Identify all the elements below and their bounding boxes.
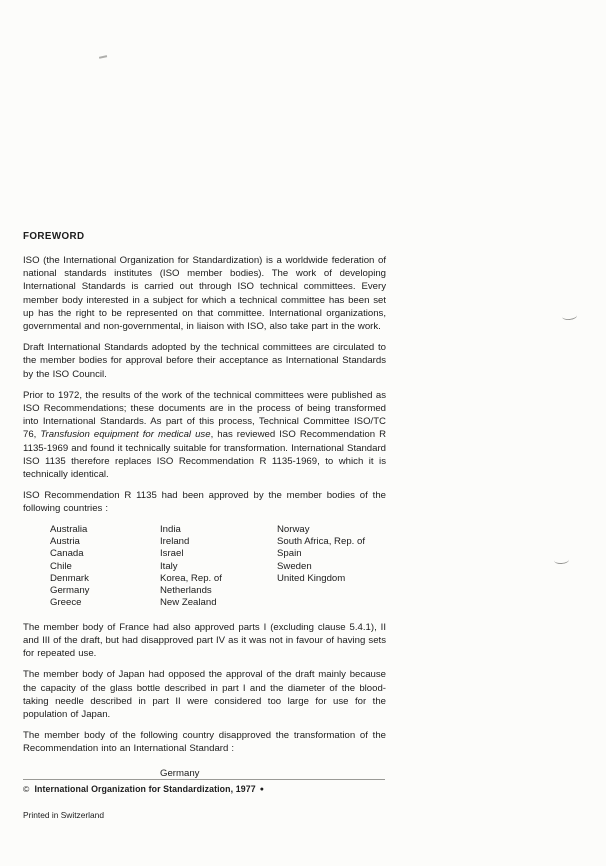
foreword-paragraph-1: ISO (the International Organization for Standardization) is a worldwide federation of national standards institutes (ISO member bodies). The work of developing International Standards is carried out through ISO technical committees. Every member body interested in a subject for which a technical committee has been set up has the right to be represented on that committee. International organizations, governmental and non-governmental, in liaison with ISO, also take part in the work. [23, 255, 386, 333]
country-item: Greece [50, 597, 82, 609]
country-item: Australia [50, 523, 88, 535]
country-item: Norway [277, 523, 310, 535]
country-item: Canada [50, 548, 84, 560]
country-item: Chile [50, 560, 72, 572]
country-item: Italy [160, 560, 178, 572]
country-item: Netherlands [160, 585, 212, 597]
copyright-text: International Organization for Standardization, 1977 [34, 784, 256, 794]
country-item: New Zealand [160, 597, 217, 609]
foreword-paragraph-3 [23, 389, 386, 481]
disapproving-country: Germany [160, 767, 200, 779]
country-item: Ireland [160, 535, 190, 547]
paragraph-3-text-after: , has reviewed ISO Recommendation R 1135-1969 and found it technically suitable for transformation. International Standard ISO 1135 therefore replaces ISO Recommendation R 1135-1969, to which it is technically identical. [23, 429, 387, 481]
foreword-paragraph-2: Draft International Standards adopted by the technical committees are circulated to the member bodies for approval before their acceptance as International Standards by the ISO Council. [23, 342, 386, 380]
scan-speck [99, 55, 107, 58]
country-column-3 [277, 524, 365, 610]
country-item: Denmark [50, 572, 89, 584]
country-item: Korea, Rep. of [160, 572, 222, 584]
country-column-1 [50, 524, 160, 610]
country-item: India [160, 523, 181, 535]
approving-countries-list [50, 524, 386, 610]
foreword-heading: FOREWORD [23, 231, 85, 242]
copyright-icon: © [23, 784, 30, 794]
foreword-content [23, 231, 386, 779]
foreword-paragraph-5: The member body of France had also approved parts I (excluding clause 5.4.1), II and III of the draft, but had disapproved part IV as it was not in favour of having sets for repeated use. [23, 621, 386, 660]
country-item: Spain [277, 548, 302, 560]
foreword-paragraph-4: ISO Recommendation R 1135 had been approved by the member bodies of the following countries : [23, 490, 386, 515]
scan-mark [554, 555, 570, 564]
paragraph-3-text-before: Prior to 1972, the results of the work of the technical committees were published as ISO Recommendations; these documents are in the process of being transformed into International Standards. As part of this process, Technical Committee ISO/TC 76, [23, 389, 386, 441]
scan-mark [562, 311, 578, 321]
printed-in-line: Printed in Switzerland [23, 810, 104, 820]
copyright-end-dot-icon: ● [259, 786, 265, 793]
country-item: Israel [160, 548, 184, 560]
paragraph-3-italic-title: Transfusion equipment for medical use [40, 429, 211, 441]
country-item: Sweden [277, 560, 312, 572]
foreword-paragraph-6: The member body of Japan had opposed the approval of the draft mainly because the capacity of the glass bottle described in part I and the diameter of the blood-taking needle described in part II were considered too large for use for the population of Japan. [23, 669, 386, 720]
copyright-line [23, 784, 264, 794]
country-item: Germany [50, 585, 90, 597]
country-item: Austria [50, 535, 80, 547]
country-item: United Kingdom [277, 572, 346, 584]
country-column-2 [160, 524, 277, 610]
footer-divider [23, 779, 385, 780]
foreword-paragraph-7: The member body of the following country disapproved the transformation of the Recommendation into an International Standard : [23, 730, 386, 755]
country-item: South Africa, Rep. of [277, 535, 365, 547]
